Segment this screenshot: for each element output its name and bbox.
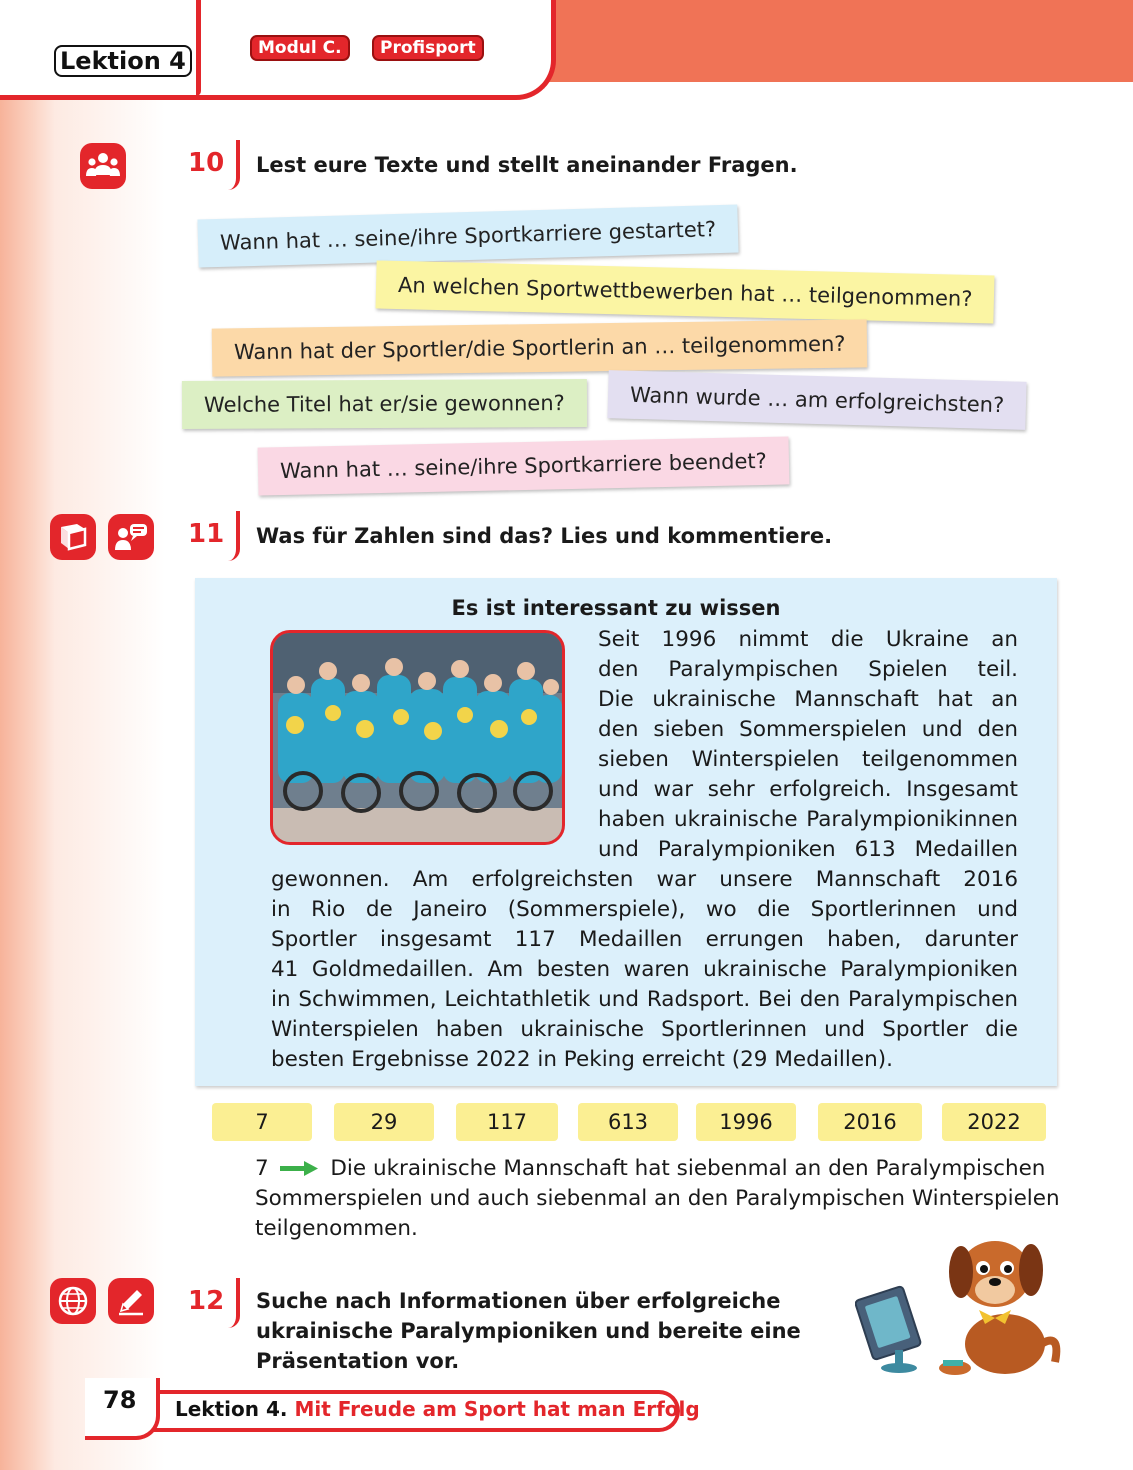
info-text-line: in Schwimmen, Leichtathletik und Radsport. Bei den Paralympischen — [271, 987, 1018, 1012]
topic-label: Profisport — [372, 35, 484, 61]
info-text-line: den Paralympischen Spielen teil. — [598, 657, 1018, 682]
task-10-instruction: Lest eure Texte und stellt aneinander Fragen. — [256, 153, 798, 177]
task-12-line: Präsentation vor. — [256, 1349, 460, 1373]
task-10-number: 10 — [188, 148, 225, 178]
question-strip: Welche Titel hat er/sie gewonnen? — [182, 379, 587, 429]
task-11-bracket — [228, 511, 240, 561]
footer-lesson: Lektion 4. — [175, 1397, 288, 1421]
speaking-icon — [108, 514, 154, 560]
question-strip: Wann hat … seine/ihre Sportkarriere beendet? — [258, 436, 790, 495]
example-line — [255, 1156, 1045, 1182]
question-strip: Wann hat … seine/ihre Sportkarriere gestartet? — [197, 204, 738, 267]
left-margin-strip — [0, 0, 55, 1470]
header-divider — [196, 0, 201, 96]
task-12-line: ukrainische Paralympioniken und bereite eine — [256, 1319, 801, 1343]
task-11-instruction: Was für Zahlen sind das? Lies und kommentiere. — [256, 524, 833, 548]
info-text-line: haben ukrainische Paralympionikinnen — [598, 807, 1018, 832]
group-icon — [80, 143, 126, 189]
task-12-bracket — [228, 1278, 240, 1328]
task-12-line: Suche nach Informationen über erfolgreiche — [256, 1289, 781, 1313]
info-text-line: und war sehr erfolgreich. Insgesamt — [598, 777, 1018, 802]
question-strip: Wann wurde … am erfolgreichsten? — [607, 370, 1026, 430]
info-text-line: Sportler insgesamt 117 Medaillen errungen haben, darunter — [271, 927, 1018, 952]
number-chip: 2022 — [942, 1103, 1046, 1141]
number-chip: 7 — [212, 1103, 312, 1141]
globe-icon — [50, 1278, 96, 1324]
module-label: Modul C. — [250, 35, 350, 61]
example-number: 7 — [255, 1156, 269, 1181]
info-text-line: und Paralympioniken 613 Medaillen — [598, 837, 1018, 862]
number-chip: 2016 — [818, 1103, 922, 1141]
paralympic-team-photo — [270, 630, 565, 845]
task-12-number: 12 — [188, 1286, 225, 1316]
question-strip: Wann hat der Sportler/die Sportlerin an … teilgenommen? — [212, 319, 868, 376]
number-chip: 117 — [456, 1103, 558, 1141]
info-text-line: Die ukrainische Mannschaft hat an — [598, 687, 1018, 712]
number-chip: 1996 — [696, 1103, 796, 1141]
footer-title — [175, 1397, 700, 1421]
info-text-line: gewonnen. Am erfolgreichsten war unsere Mannschaft 2016 — [271, 867, 1018, 892]
book-icon — [50, 514, 96, 560]
task-11-number: 11 — [188, 519, 225, 549]
info-text-line: Winterspielen haben ukrainische Sportlerinnen und Sportler die — [271, 1017, 1018, 1042]
info-text-line: in Rio de Janeiro (Sommerspiele), wo die Sportlerinnen und — [271, 897, 1018, 922]
number-chip: 29 — [334, 1103, 434, 1141]
task-10-bracket — [228, 140, 240, 190]
left-margin-fade — [55, 0, 165, 1470]
info-text-line: Seit 1996 nimmt die Ukraine an — [598, 627, 1018, 652]
info-text-line: 41 Goldmedaillen. Am besten waren ukrainische Paralympioniken — [271, 957, 1018, 982]
page-number: 78 — [103, 1386, 137, 1414]
example-text-line: teilgenommen. — [255, 1216, 418, 1241]
info-text-line: den sieben Sommerspielen und den — [598, 717, 1018, 742]
question-strip: An welchen Sportwettbewerben hat … teilgenommen? — [376, 260, 995, 323]
green-arrow-icon — [280, 1157, 320, 1182]
number-chip: 613 — [578, 1103, 678, 1141]
dog-computer-illustration — [855, 1232, 1065, 1382]
header-band — [540, 0, 1133, 82]
info-text-line: sieben Winterspielen teilgenommen — [598, 747, 1018, 772]
example-text-line: Die ukrainische Mannschaft hat siebenmal an den Paralympischen — [330, 1156, 1046, 1181]
lesson-label: Lektion 4 — [54, 45, 192, 77]
info-text-line: besten Ergebnisse 2022 in Peking erreicht (29 Medaillen). — [271, 1047, 893, 1072]
example-text-line: Sommerspielen und auch siebenmal an den Paralympischen Winterspielen — [255, 1186, 1060, 1211]
footer-lesson-title: Mit Freude am Sport hat man Erfolg — [294, 1397, 700, 1421]
info-box-title: Es ist interessant zu wissen — [451, 596, 781, 620]
pencil-icon — [108, 1278, 154, 1324]
